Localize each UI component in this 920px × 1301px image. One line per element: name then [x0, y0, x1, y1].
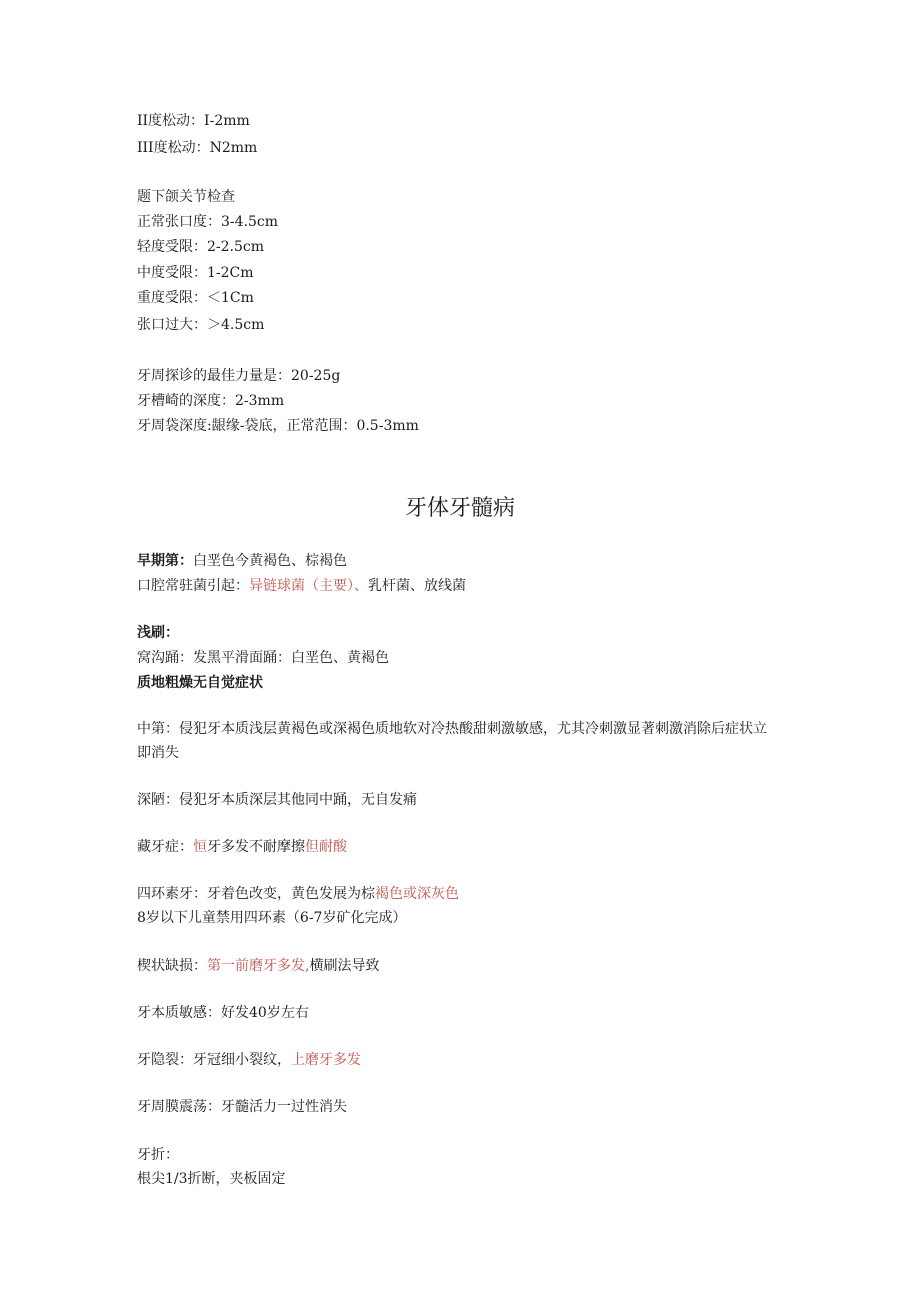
tmj-excessive: 张口过大：＞4.5cm	[137, 317, 265, 333]
tmj-heading: 题下颌关节检查	[137, 189, 235, 205]
tetracycline-note: 8岁以下儿童禁用四环素（6-7岁矿化完成）	[137, 910, 407, 926]
tmj-mild: 轻度受限：2-2.5cm	[137, 239, 265, 255]
cracked-prefix: 牙隐裂：牙冠细小裂纹，	[137, 1052, 291, 1068]
early-caries-text: 白垩色今黄褐色、棕褐色	[193, 553, 347, 569]
cracked-highlight: 上磨牙多发	[291, 1052, 361, 1068]
periodontal-pocket-depth: 牙周袋深度:龈缘-袋底，正常范围：0.5-3mm	[137, 418, 419, 434]
sensitivity-line: 牙本质敏感：好发40岁左右	[137, 1005, 309, 1021]
bacteria-line	[137, 577, 466, 595]
deep-caries: 深陋：侵犯牙本质深层其他同中踊，无自发痛	[137, 792, 417, 808]
middle-caries: 中第：侵犯牙本质浅层黄褐色或深褐色质地软对冷热酸甜刺激敏感，尤其冷刺激显著刺激消除后症状立即消失	[137, 721, 767, 761]
wedge-prefix: 楔状缺损：	[137, 958, 207, 974]
fluorosis-red1: 恒	[193, 839, 207, 855]
fracture-heading: 牙折：	[137, 1147, 179, 1163]
bacteria-suffix: 乳杆菌、放线菌	[368, 578, 466, 594]
wedge-highlight: 第一前磨牙多发,	[207, 958, 310, 974]
concussion-line: 牙周膜震荡：牙髓活力一过性消失	[137, 1099, 347, 1115]
bacteria-highlight: 异链球菌（主要）、	[249, 578, 368, 594]
fracture-detail: 根尖1/3折断，夹板固定	[137, 1171, 286, 1187]
bacteria-prefix: 口腔常驻菌引起：	[137, 578, 249, 594]
shallow-note: 质地粗燥无自觉症状	[137, 675, 263, 691]
fluorosis-middle: 牙多发不耐摩擦	[207, 839, 305, 855]
mobility-grade3: III度松动：N2mm	[137, 140, 258, 156]
wedge-suffix: 横刷法导致	[309, 958, 380, 974]
periodontal-probe-force: 牙周探诊的最佳力量是：20-25g	[137, 368, 341, 384]
tmj-normal: 正常张口度：3-4.5cm	[137, 214, 279, 230]
tetracycline-highlight: 褐色或深灰色	[375, 886, 459, 902]
early-caries-label: 早期第：	[137, 553, 193, 569]
cracked-line	[137, 1051, 361, 1069]
tetracycline-prefix: 四环素牙：牙着色改变，黄色发展为棕	[137, 886, 375, 902]
fluorosis-prefix: 藏牙症：	[137, 839, 193, 855]
fluorosis-line	[137, 838, 347, 856]
tmj-moderate: 中度受限：1-2Cm	[137, 265, 254, 281]
early-caries-line	[137, 552, 347, 570]
section-title: 牙体牙髓病	[404, 496, 515, 521]
periodontal-sulcus-depth: 牙槽崎的深度：2-3mm	[137, 393, 285, 409]
wedge-line	[137, 957, 379, 975]
tetracycline-line	[137, 885, 459, 903]
fluorosis-red2: 但耐酸	[305, 839, 347, 855]
tmj-severe: 重度受限：＜1Cm	[137, 290, 254, 306]
shallow-detail: 窝沟踊：发黑平滑面踊：白垩色、黄褐色	[137, 650, 389, 666]
mobility-grade2: II度松动：I-2mm	[137, 113, 250, 129]
shallow-heading: 浅刷：	[137, 625, 179, 641]
